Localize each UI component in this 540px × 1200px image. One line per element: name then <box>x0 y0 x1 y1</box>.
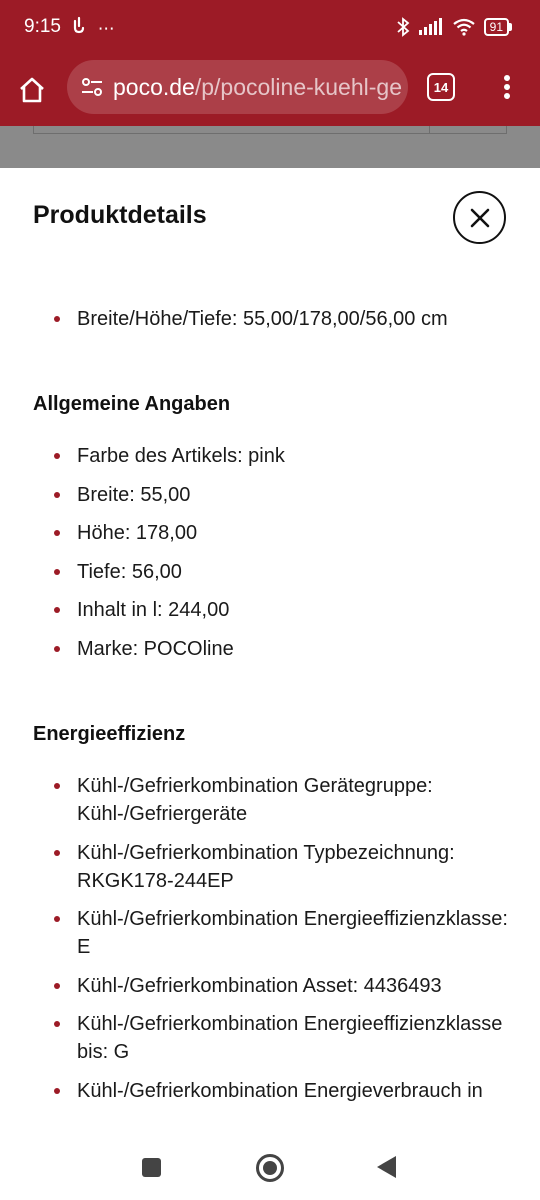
list-item <box>0 972 540 1000</box>
home-button[interactable] <box>0 54 64 126</box>
system-nav-bar <box>0 1128 540 1200</box>
list-item <box>0 772 540 828</box>
list-item <box>0 442 540 470</box>
backdrop-field <box>33 126 507 134</box>
bullet <box>54 316 60 322</box>
list-item-text: Kühl-/Gefrierkombination Energieeffizienzklasse: E <box>77 908 508 958</box>
home-nav-button[interactable] <box>256 1154 284 1182</box>
bullet <box>54 850 60 856</box>
notification-icons: ⋯ <box>71 16 115 39</box>
bullet <box>54 607 60 613</box>
energy-list <box>0 772 540 1115</box>
close-button[interactable] <box>453 191 506 244</box>
list-item-text: Kühl-/Gefrierkombination Energieverbrauch in <box>77 1079 483 1102</box>
bullet <box>54 646 60 652</box>
address-bar[interactable] <box>67 60 408 114</box>
list-item <box>0 1077 540 1105</box>
list-item <box>0 305 540 333</box>
bluetooth-icon <box>396 17 410 37</box>
tab-switcher-icon[interactable]: 14 <box>427 73 455 101</box>
dimensions-list <box>0 305 540 344</box>
product-details-sheet <box>0 168 540 1128</box>
section-heading-energy: Energieeffizienz <box>33 723 186 745</box>
list-item <box>0 558 540 586</box>
section-heading-general: Allgemeine Angaben <box>33 393 231 415</box>
url-domain: poco.de <box>113 73 195 100</box>
battery-level: 91 <box>484 18 509 36</box>
bullet <box>54 569 60 575</box>
list-item <box>0 481 540 509</box>
wifi-icon <box>452 18 476 36</box>
bullet <box>54 453 60 459</box>
list-item-text: Marke: POCOline <box>77 637 234 660</box>
bullet <box>54 1088 60 1094</box>
list-item <box>0 635 540 663</box>
bullet <box>54 530 60 536</box>
home-circle-icon <box>263 1161 277 1175</box>
more-vert-icon[interactable] <box>495 72 519 102</box>
list-item-text: Tiefe: 56,00 <box>77 560 182 583</box>
recents-button[interactable] <box>142 1158 161 1177</box>
signal-icon <box>418 18 444 36</box>
back-button[interactable] <box>377 1156 396 1178</box>
page-backdrop[interactable] <box>0 126 540 168</box>
notification-app-icon <box>71 16 87 34</box>
list-item <box>0 839 540 895</box>
list-item <box>0 1010 540 1066</box>
bullet <box>54 983 60 989</box>
list-item-text: Kühl-/Gefrierkombination Typbezeichnung: RKGK178-244EP <box>77 841 455 892</box>
battery-icon <box>484 18 512 36</box>
list-item-text: Breite/Höhe/Tiefe: 55,00/178,00/56,00 cm <box>77 308 448 330</box>
home-icon <box>18 76 46 104</box>
list-item-text: Höhe: 178,00 <box>77 522 198 544</box>
browser-toolbar <box>0 54 540 126</box>
status-bar <box>0 0 540 54</box>
list-item <box>0 519 540 547</box>
tune-icon[interactable] <box>81 77 103 97</box>
url-text <box>113 74 402 101</box>
list-item-text: Farbe des Artikels: pink <box>77 445 285 467</box>
sheet-title: Produktdetails <box>33 201 207 229</box>
list-item-text: Inhalt in l: 244,00 <box>77 599 230 621</box>
backdrop-divider <box>429 126 430 134</box>
list-item-text: Breite: 55,00 <box>77 483 191 506</box>
url-path: /p/pocoline-kuehl-ge <box>194 73 402 100</box>
bullet <box>54 783 60 789</box>
list-item-text: Kühl-/Gefrierkombination Gerätegruppe: Kühl-/Gefriergeräte <box>77 775 433 825</box>
bullet <box>54 1021 60 1027</box>
general-list <box>0 442 540 673</box>
list-item <box>0 905 540 961</box>
clock: 9:15 <box>24 16 61 37</box>
bullet <box>54 916 60 922</box>
list-item-text: Kühl-/Gefrierkombination Energieeffizienzklasse bis: G <box>77 1013 503 1063</box>
list-item-text: Kühl-/Gefrierkombination Asset: 4436493 <box>77 974 442 997</box>
list-item <box>0 596 540 624</box>
close-icon <box>470 208 490 228</box>
bullet <box>54 492 60 498</box>
